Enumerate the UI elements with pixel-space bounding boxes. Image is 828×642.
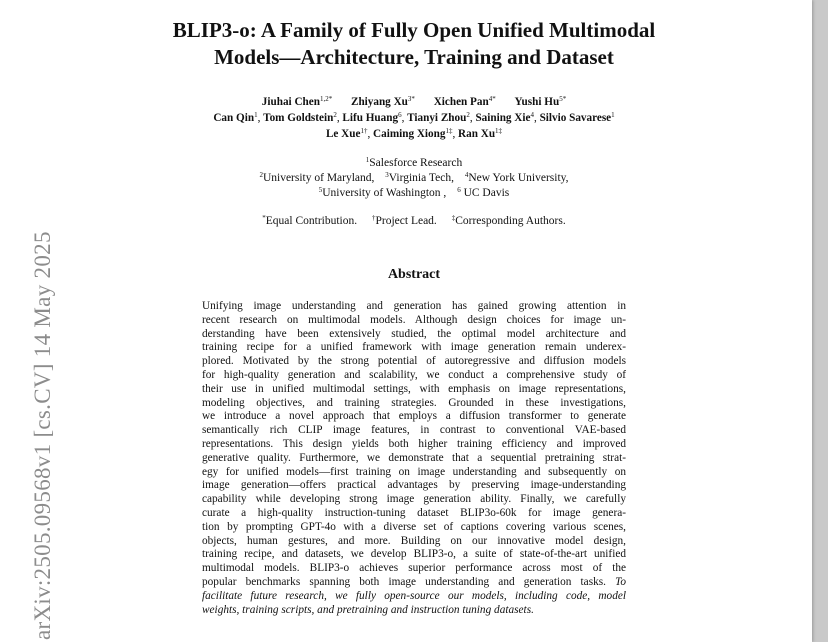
author: Tom Goldstein$^2$ <box>263 111 337 124</box>
author: Le Xue$^{1\dagger}$ <box>325 127 368 140</box>
abstract-line: generative quality. Furthermore, we demonstrate that a sequential pretraining strat- <box>202 451 626 464</box>
affiliation: $^2$University of Maryland, <box>259 171 375 184</box>
arxiv-identifier: arXiv:2505.09568v1 [cs.CV] 14 May 2025 <box>30 231 55 640</box>
abstract-line-italic: facilitate future research, we fully open-source our models, including code, model <box>202 589 626 602</box>
author: Yushi $Hu^{5*}$ <box>514 95 567 108</box>
note-corresponding-authors: ‡Corresponding Authors. <box>451 214 566 227</box>
affiliation-row-3 <box>0 186 828 201</box>
abstract-line: derstanding have been extensively studied, the optimal model architecture and <box>202 327 626 340</box>
abstract-italic-tail: To <box>615 575 626 588</box>
abstract-line: plored. Motivated by the strong potential of autoregressive and diffusion models <box>202 355 626 368</box>
author: Ran $Xu^{1\ddagger}$ <box>458 127 503 140</box>
abstract-line: representations. This design yields both higher training efficiency and improved <box>202 437 626 450</box>
title-line-2: Models—Architecture, Training and Dataset <box>214 45 614 69</box>
title-line-1: BLIP3-o: A Family of Fully Open Unified Multimodal <box>172 18 656 42</box>
abstract-line: egy for unified models—first training on image understanding and subsequently on <box>202 465 626 478</box>
affiliation: $^1$Salesforce Research <box>365 156 463 169</box>
abstract-line: we introduce a novel approach that employs a diffusion transformer to generate <box>202 410 626 423</box>
author-row-1 <box>0 94 828 110</box>
abstract-line: recent research on multimodal models. Although design choices for image un- <box>202 313 626 326</box>
author: Caiming Xiong$^{1\ddagger}$ <box>373 127 453 140</box>
abstract-line: multimodal models. BLIP3-o achieves superior performance across most of the <box>202 562 626 575</box>
abstract-line: curate a high-quality instruction-tuning dataset BLIP3o-60k for image genera- <box>202 506 626 519</box>
author: Tianyi Zhou$^2$ <box>407 111 470 124</box>
author-notes <box>0 215 828 227</box>
abstract-line: training recipe, and datasets, we develop BLIP3-o, a suite of state-of-the-art unified <box>202 548 626 561</box>
author: Zhiyang $Xu^{3*}$ <box>350 95 415 108</box>
abstract-line-italic: weights, training scripts, and pretraining and instruction tuning datasets. <box>202 603 534 616</box>
abstract-heading: Abstract <box>387 267 441 282</box>
affiliation-row-1 <box>0 156 828 171</box>
author-row-3: Le Xue$^{1\dagger}$, Caiming Xiong$^{1\ddagger}$, Ran $Xu^{1\ddagger}$ <box>325 127 503 140</box>
affiliation-row-2 <box>0 171 828 186</box>
abstract-line: tion by prompting GPT-4o with a diverse set of captions covering various scenes, <box>202 520 626 533</box>
author: Jiuhai Chen$^{1,2*}$ <box>261 95 333 108</box>
author: Saining Xie$^4$ <box>475 111 534 124</box>
note-equal-contribution: *Equal Contribution. <box>262 214 358 227</box>
paper-title <box>0 17 828 71</box>
author: Lifu Huang$^6$ <box>342 111 402 124</box>
affiliation: $^5$University of Washington , <box>318 186 447 199</box>
affiliation: $^6$ UC Davis <box>457 186 510 199</box>
abstract-body <box>202 300 626 617</box>
affiliation: $^3$Virginia Tech, <box>385 171 454 184</box>
affiliation: $^4$New York University, <box>464 171 569 184</box>
author: Silvio Savarese$^1$ <box>539 111 615 124</box>
abstract-line: modeling objectives, and training strategies. Grounded in these investigations, <box>202 396 626 409</box>
abstract-line: their use in unified multimodal settings, with emphasis on image representations, <box>202 382 626 395</box>
abstract-line: image generation—offers practical advantages by preserving image-understanding <box>202 479 626 492</box>
abstract-line: capability while developing strong image generation ability. Finally, we carefully <box>202 493 626 506</box>
abstract-line: for high-quality generation and scalability, we conduct a comprehensive study of <box>202 368 626 381</box>
abstract-line: Unifying image understanding and generation has gained growing attention in <box>202 300 626 312</box>
author: Xichen Pan$^{4*}$ <box>433 95 496 108</box>
affiliation-list <box>0 156 828 201</box>
author-row-2: Can Qin$^1$, Tom Goldstein$^2$, Lifu Huang$^6$, Tianyi Zhou$^2$, Saining Xie$^4$, Silvio Savarese$^1$ <box>213 111 615 124</box>
note-project-lead: †Project Lead. <box>372 214 437 227</box>
author: Can Qin$^1$ <box>213 111 258 124</box>
abstract-line: popular benchmarks spanning both image understanding and generation tasks. To <box>202 575 626 588</box>
abstract-line: semantically rich CLIP image features, in contrast to conventional VAE-based <box>202 424 626 437</box>
abstract-line: training recipe for a unified framework with image generation remain underex- <box>202 341 626 354</box>
abstract-line: objects, human gestures, and more. Building on our innovative model design, <box>202 534 626 547</box>
author-list <box>0 94 828 142</box>
